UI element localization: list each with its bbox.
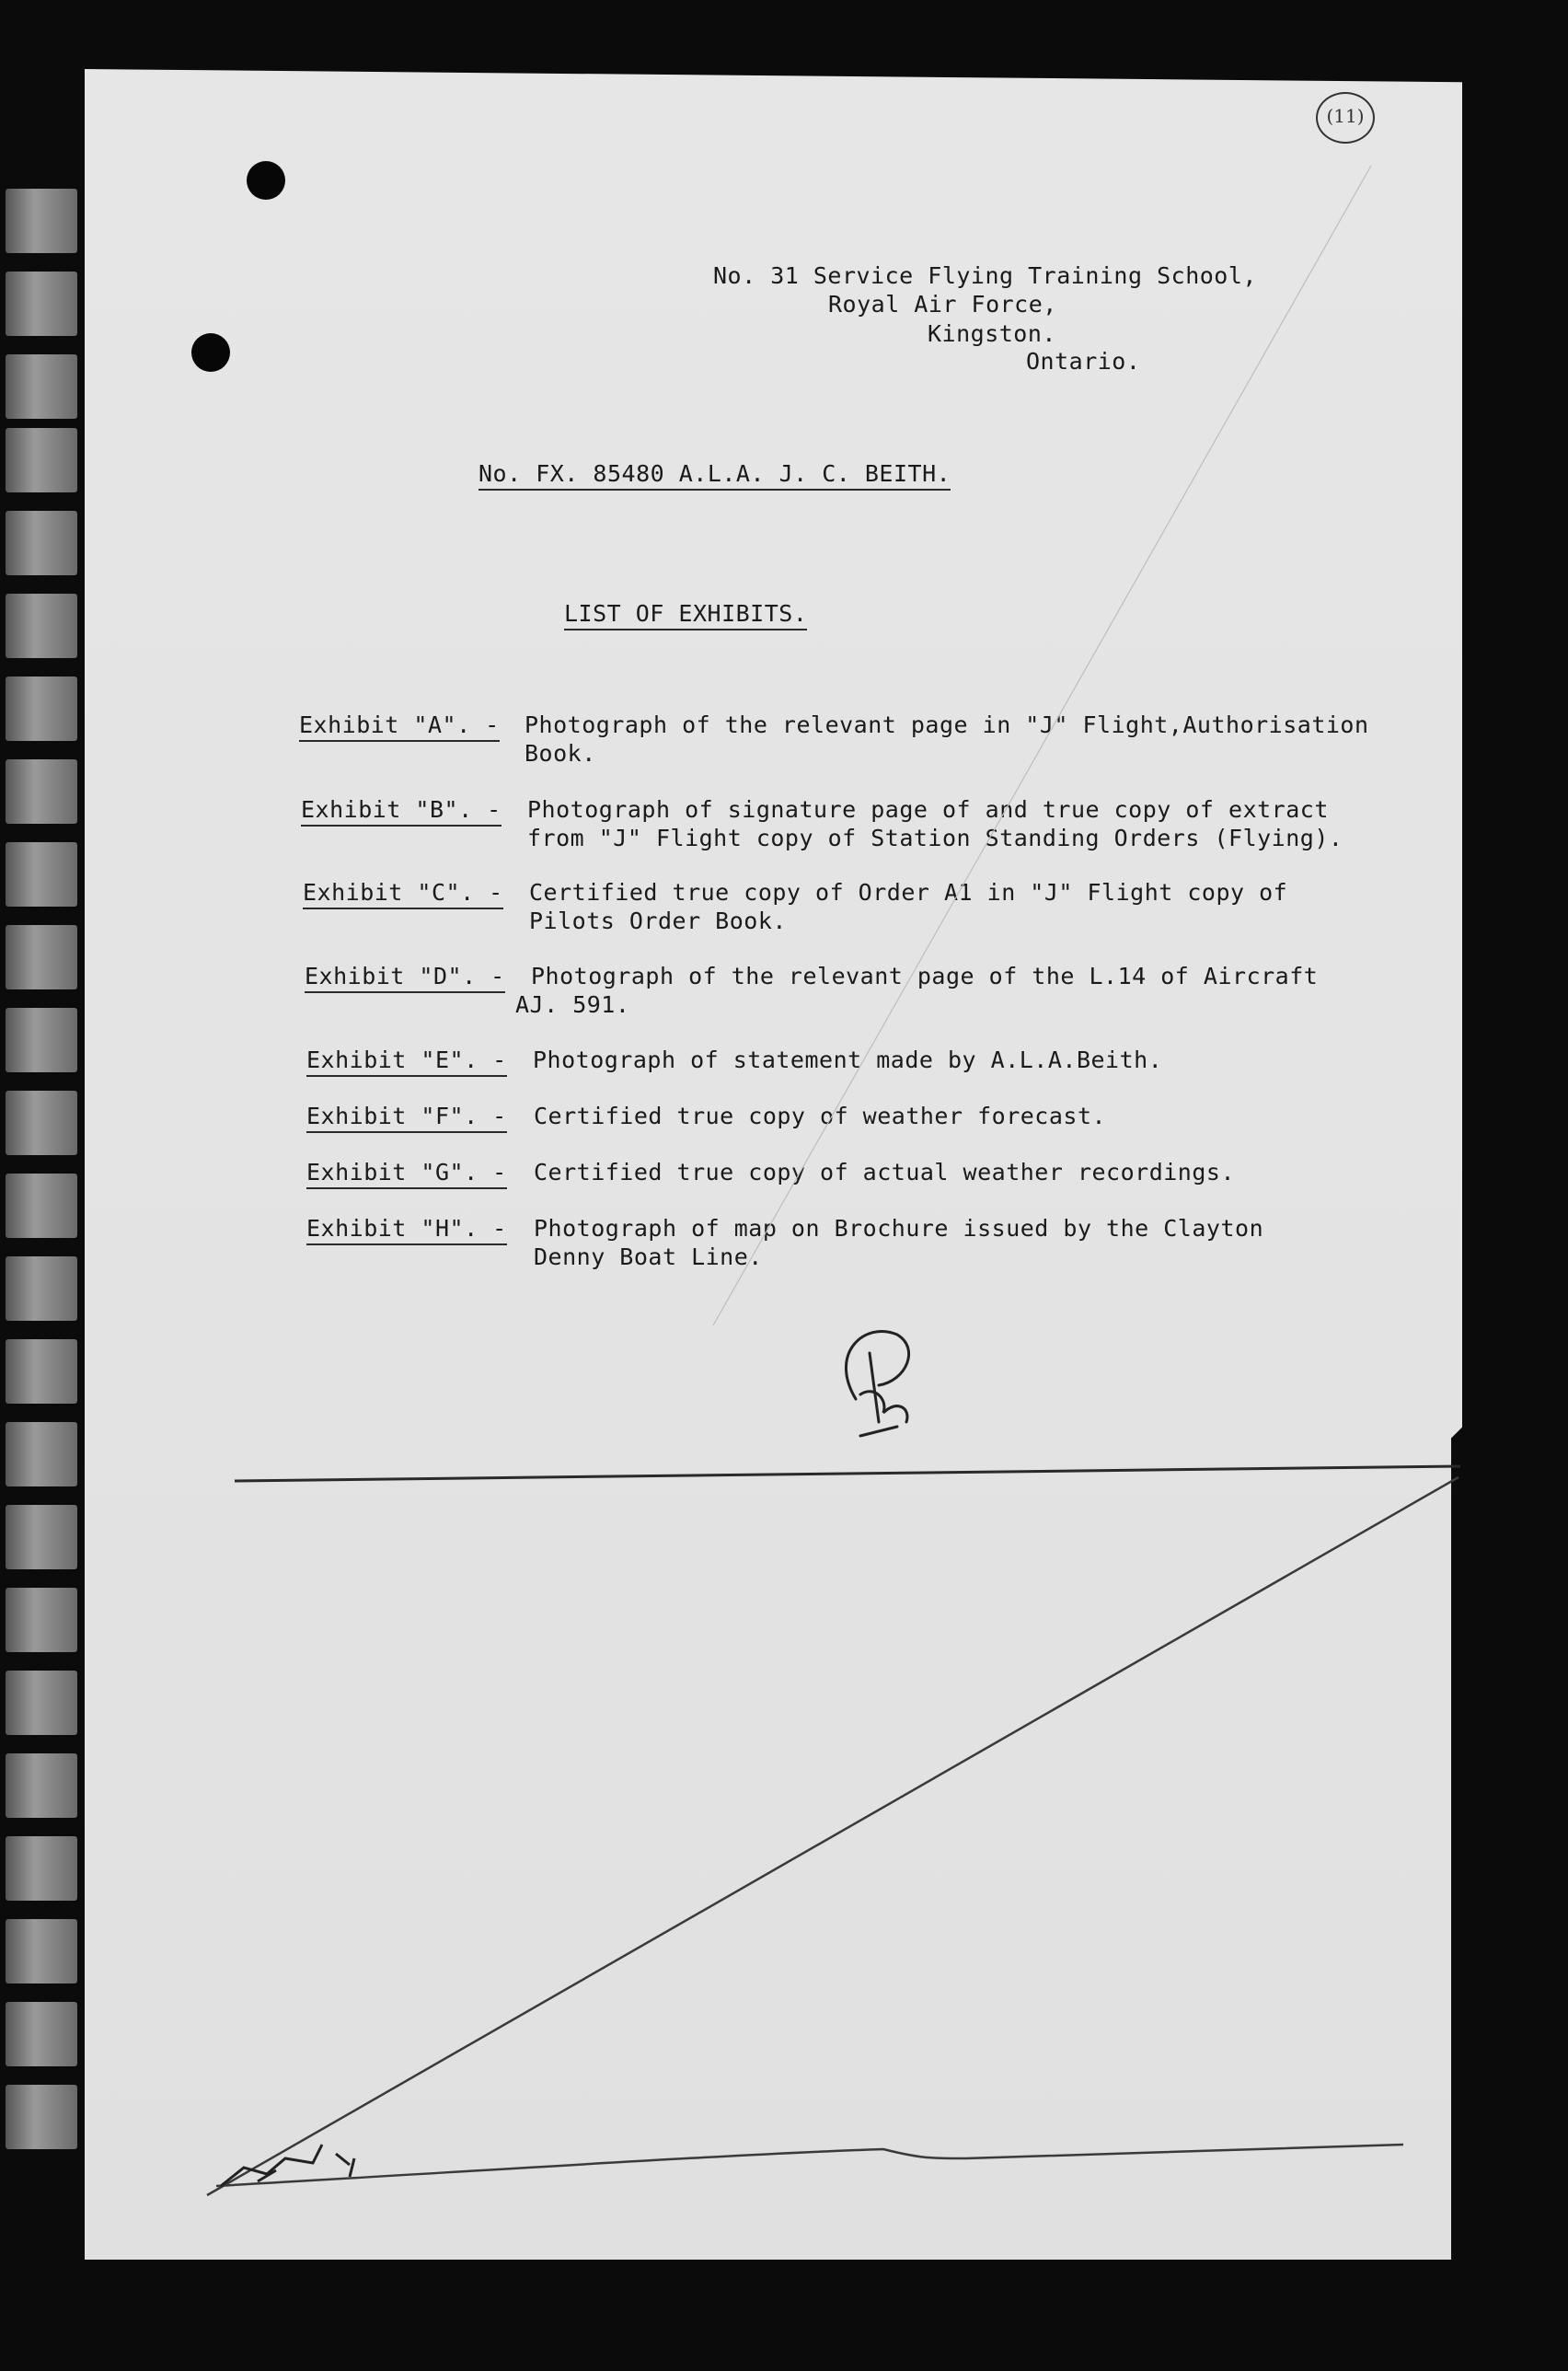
exhibit-description-cont: Book. bbox=[525, 740, 596, 767]
exhibit-description-cont: from "J" Flight copy of Station Standing Orders (Flying). bbox=[527, 825, 1343, 851]
exhibit-description: Certified true copy of Order A1 in "J" Flight copy of bbox=[529, 879, 1288, 906]
exhibit-description: Photograph of signature page of and true copy of extract bbox=[527, 796, 1329, 823]
list-title: LIST OF EXHIBITS. bbox=[564, 600, 807, 630]
exhibit-label: Exhibit "G". - bbox=[306, 1159, 507, 1189]
initials-signature bbox=[846, 1331, 908, 1436]
exhibit-label: Exhibit "B". - bbox=[301, 796, 502, 827]
exhibit-label: Exhibit "C". - bbox=[303, 879, 503, 909]
exhibit-description-cont: AJ. 591. bbox=[515, 991, 630, 1018]
exhibit-description: Photograph of the relevant page in "J" Flight,Authorisation bbox=[525, 711, 1369, 738]
exhibit-label: Exhibit "D". - bbox=[305, 963, 505, 993]
exhibit-description: Photograph of the relevant page of the L.14 of Aircraft bbox=[531, 963, 1319, 989]
folio-number: (11) bbox=[1316, 92, 1375, 144]
header-line-2: Royal Air Force, bbox=[828, 291, 1057, 318]
header-line-4: Ontario. bbox=[1026, 348, 1141, 375]
exhibit-label: Exhibit "F". - bbox=[306, 1103, 507, 1133]
header-line-3: Kingston. bbox=[928, 320, 1056, 347]
horizontal-rule bbox=[235, 1466, 1460, 1481]
exhibit-label: Exhibit "H". - bbox=[306, 1215, 507, 1245]
exhibit-description-cont: Pilots Order Book. bbox=[529, 908, 787, 934]
diagonal-pencil-line bbox=[207, 1477, 1458, 2195]
wavy-pencil-line bbox=[216, 2145, 1403, 2186]
exhibit-description-cont: Denny Boat Line. bbox=[534, 1243, 763, 1270]
exhibit-description: Photograph of map on Brochure issued by the Clayton bbox=[534, 1215, 1264, 1242]
header-line-1: No. 31 Service Flying Training School, bbox=[713, 262, 1257, 289]
exhibit-label: Exhibit "A". - bbox=[299, 711, 500, 742]
exhibit-description: Certified true copy of weather forecast. bbox=[534, 1103, 1107, 1129]
reference-line: No. FX. 85480 A.L.A. J. C. BEITH. bbox=[478, 460, 951, 491]
exhibit-description: Photograph of statement made by A.L.A.Beith. bbox=[533, 1047, 1163, 1073]
exhibit-label: Exhibit "E". - bbox=[306, 1047, 507, 1077]
exhibit-description: Certified true copy of actual weather recordings. bbox=[534, 1159, 1236, 1186]
